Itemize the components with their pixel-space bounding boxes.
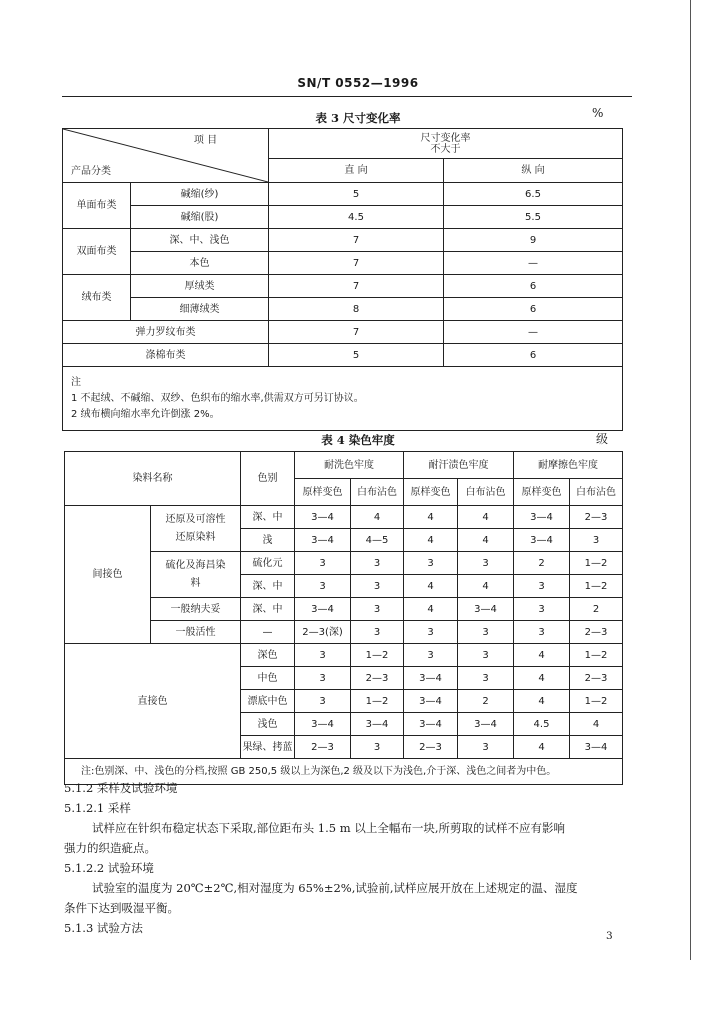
page-number: 3 [606,930,613,942]
value-cell: 5.5 [444,206,623,229]
value-cell: 3—4 [351,713,404,736]
note-2: 2 绒布横向缩水率允许倒涨 2%。 [71,409,220,420]
value-cell: 2—3 [404,736,458,759]
value-cell: 4 [514,736,570,759]
value-cell: 2 [458,690,514,713]
table-row [65,506,623,529]
value-cell: 4 [351,506,404,529]
table-row [63,298,623,321]
head-orig: 原样变色 [514,479,570,506]
color-cell: — [241,621,295,644]
value-cell: 3 [295,690,351,713]
item-cell: 深、中、浅色 [131,229,269,252]
value-cell: 5 [269,183,444,206]
value-cell: 3 [295,644,351,667]
head-orig: 原样变色 [295,479,351,506]
table3-head-rate [269,129,623,159]
section-5-1-2: 5.1.2 采样及试验环境 [64,781,178,795]
value-cell: 3 [351,621,404,644]
value-cell: 4 [404,529,458,552]
color-cell: 深色 [241,644,295,667]
value-cell: 4 [458,575,514,598]
group-indirect: 间接色 [65,506,151,644]
table4-unit: 级 [596,432,609,446]
table3-head-item: 项 目 [193,135,218,146]
subgroup-cell: 硫化及海昌染料 [151,552,241,598]
value-cell: 3—4 [295,506,351,529]
value-cell: 3—4 [570,736,623,759]
table3-col-vertical: 纵 向 [444,159,623,183]
table4 [64,451,623,785]
table-row [63,229,623,252]
value-cell: 3 [570,529,623,552]
table3-unit: % [592,106,604,120]
table4-head-sweat: 耐汗渍色牢度 [404,452,514,479]
value-cell: 4 [458,506,514,529]
item-cell: 碱缩(纱) [131,183,269,206]
value-cell: 3 [458,552,514,575]
table-row [63,344,623,367]
value-cell: — [444,321,623,344]
value-cell: — [444,252,623,275]
paragraph-2-line-1: 试验室的温度为 20℃±2℃,相对湿度为 65%±2%,试验前,试样应展开放在上述规定的温、湿度 [92,881,578,895]
value-cell: 7 [269,252,444,275]
value-cell: 1—2 [570,690,623,713]
value-cell: 3 [351,552,404,575]
value-cell: 9 [444,229,623,252]
group-direct: 直接色 [65,644,241,759]
value-cell: 3 [458,667,514,690]
item-cell: 弹力罗纹布类 [63,321,269,344]
table-row [63,206,623,229]
table4-head-dye: 染料名称 [65,452,241,506]
value-cell: 4 [570,713,623,736]
paragraph-2-line-2: 条件下达到吸湿平衡。 [64,901,179,915]
value-cell: 4 [458,529,514,552]
value-cell: 6 [444,298,623,321]
paragraph-1-line-2: 强力的织造疵点。 [64,841,156,855]
value-cell: 3—4 [295,713,351,736]
color-cell: 深、中 [241,506,295,529]
value-cell: 7 [269,229,444,252]
value-cell: 3 [514,621,570,644]
table-row [63,321,623,344]
head-white: 白布沾色 [570,479,623,506]
section-5-1-2-2: 5.1.2.2 试验环境 [64,861,154,875]
value-cell: 1—2 [570,552,623,575]
item-cell: 细薄绒类 [131,298,269,321]
item-cell: 本色 [131,252,269,275]
head-white: 白布沾色 [351,479,404,506]
color-cell: 中色 [241,667,295,690]
value-cell: 4.5 [269,206,444,229]
table3 [62,128,623,431]
table4-note: 注:色别深、中、浅色的分档,按照 GB 250,5 级以上为深色,2 级及以下为浅色,介于深、浅色之间者为中色。 [65,759,623,785]
table3-head-rate-label: 尺寸变化率 [420,132,471,144]
value-cell: 3 [404,644,458,667]
table4-head-wash: 耐洗色牢度 [295,452,404,479]
table4-head-color: 色别 [241,452,295,506]
table3-col-straight: 直 向 [269,159,444,183]
value-cell: 3—4 [295,529,351,552]
value-cell: 3 [351,575,404,598]
table3-head-category: 产品分类 [71,166,111,177]
color-cell: 浅色 [241,713,295,736]
value-cell: 7 [269,275,444,298]
value-cell: 3 [514,598,570,621]
value-cell: 6 [444,275,623,298]
subgroup-cell: 还原及可溶性还原染料 [151,506,241,552]
value-cell: 3 [404,621,458,644]
value-cell: 2—3 [570,621,623,644]
table4-head-rub: 耐摩擦色牢度 [514,452,623,479]
value-cell: 1—2 [570,575,623,598]
subgroup-cell: 一般活性 [151,621,241,644]
group-cell: 单面布类 [63,183,131,229]
color-cell: 深、中 [241,598,295,621]
table-row [63,252,623,275]
table4-caption: 表 4 染色牢度 [321,433,395,447]
value-cell: 4 [514,690,570,713]
item-cell: 厚绒类 [131,275,269,298]
value-cell: 3—4 [458,598,514,621]
table3-head-rate-sub: 不大于 [430,143,461,155]
scan-edge-line [690,0,691,960]
value-cell: 2—3 [295,736,351,759]
value-cell: 3—4 [404,713,458,736]
value-cell: 4 [404,598,458,621]
section-5-1-3: 5.1.3 试验方法 [64,921,143,935]
value-cell: 2—3 [570,506,623,529]
value-cell: 7 [269,321,444,344]
value-cell: 6 [444,344,623,367]
value-cell: 1—2 [351,690,404,713]
subgroup-cell: 一般纳夫妥 [151,598,241,621]
color-cell: 果绿、拷蓝 [241,736,295,759]
note-1: 1 不起绒、不碱缩、双纱、色织布的缩水率,供需双方可另订协议。 [71,393,364,404]
value-cell: 4—5 [351,529,404,552]
group-cell: 绒布类 [63,275,131,321]
table-row [63,183,623,206]
value-cell: 3—4 [458,713,514,736]
value-cell: 4 [404,506,458,529]
value-cell: 3 [295,552,351,575]
group-cell: 双面布类 [63,229,131,275]
value-cell: 3—4 [295,598,351,621]
value-cell: 1—2 [351,644,404,667]
value-cell: 2—3 [570,667,623,690]
head-white: 白布沾色 [458,479,514,506]
value-cell: 8 [269,298,444,321]
table3-corner-cell [63,129,269,183]
header-rule [62,96,632,97]
value-cell: 3—4 [404,690,458,713]
table3-caption: 表 3 尺寸变化率 [315,111,401,125]
item-cell: 涤棉布类 [63,344,269,367]
head-orig: 原样变色 [404,479,458,506]
item-cell: 碱缩(股) [131,206,269,229]
value-cell: 4 [514,667,570,690]
value-cell: 2—3(深) [295,621,351,644]
value-cell: 2 [514,552,570,575]
value-cell: 3 [458,644,514,667]
color-cell: 硫化元 [241,552,295,575]
value-cell: 3 [458,736,514,759]
value-cell: 4 [514,644,570,667]
table-row [65,644,623,667]
page-header: SN/T 0552—1996 [297,76,419,90]
value-cell: 3 [514,575,570,598]
value-cell: 3 [458,621,514,644]
value-cell: 3 [295,575,351,598]
value-cell: 3 [351,736,404,759]
paragraph-1-line-1: 试样应在针织布稳定状态下采取,部位距布头 1.5 m 以上全幅布一块,所剪取的试样不应有影响 [92,821,565,835]
value-cell: 2 [570,598,623,621]
value-cell: 3 [295,667,351,690]
color-cell: 深、中 [241,575,295,598]
value-cell: 3—4 [514,529,570,552]
value-cell: 3 [404,552,458,575]
value-cell: 1—2 [570,644,623,667]
value-cell: 3—4 [514,506,570,529]
notes-title: 注 [71,377,81,388]
table-row [63,275,623,298]
section-5-1-2-1: 5.1.2.1 采样 [64,801,131,815]
value-cell: 6.5 [444,183,623,206]
value-cell: 2—3 [351,667,404,690]
value-cell: 5 [269,344,444,367]
value-cell: 3—4 [404,667,458,690]
color-cell: 漂底中色 [241,690,295,713]
value-cell: 4.5 [514,713,570,736]
color-cell: 浅 [241,529,295,552]
value-cell: 3 [351,598,404,621]
value-cell: 4 [404,575,458,598]
table3-notes [63,367,623,431]
